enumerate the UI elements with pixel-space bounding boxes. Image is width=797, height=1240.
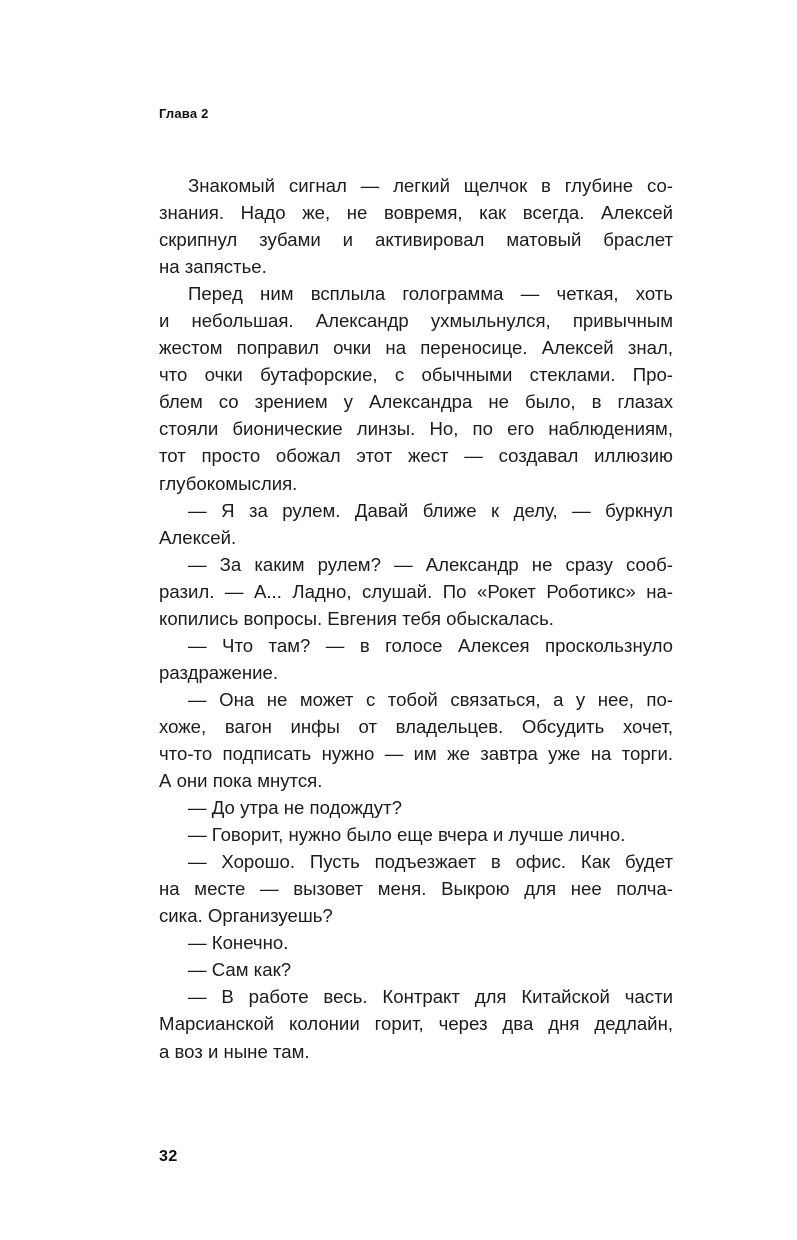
text-line: глубокомыслия.: [159, 472, 298, 494]
text-line: жестом поправил очки на переносице. Алексей знал,: [159, 337, 673, 359]
paragraph: [159, 929, 673, 956]
paragraph: [159, 280, 673, 496]
text-line: тот просто обожал этот жест — создавал иллюзию: [159, 445, 673, 467]
text-line: что очки бутафорские, с обычными стеклами. Про-: [159, 364, 673, 386]
text-line: — Я за рулем. Давай ближе к делу, — буркнул: [188, 499, 673, 521]
text-line: разил. — А... Ладно, слушай. По «Рокет Роботикс» на-: [159, 580, 673, 602]
paragraph: [159, 956, 673, 983]
text-line: — Хорошо. Пусть подъезжает в офис. Как будет: [188, 851, 673, 873]
text-line: — За каким рулем? — Александр не сразу сооб-: [188, 553, 673, 575]
text-line: раздражение.: [159, 661, 279, 683]
page-number: 32: [159, 1148, 178, 1165]
text-line: на запястье.: [159, 256, 267, 278]
text-line: хоже, вагон инфы от владельцев. Обсудить хочет,: [159, 715, 673, 737]
text-line: Алексей.: [159, 526, 237, 548]
paragraph: [159, 983, 673, 1064]
paragraph: [159, 497, 673, 551]
text-line: блем со зрением у Александра не было, в глазах: [159, 391, 673, 413]
text-line: стояли бионические линзы. Но, по его наблюдениям,: [159, 418, 673, 440]
text-line: Марсианской колонии горит, через два дня дедлайн,: [159, 1013, 673, 1035]
body-text: [159, 172, 673, 1065]
text-line: что-то подписать нужно — им же завтра уже на торги.: [159, 742, 673, 764]
paragraph: [159, 821, 673, 848]
paragraph: [159, 794, 673, 821]
text-line: — В работе весь. Контракт для Китайской части: [188, 986, 673, 1008]
paragraph: [159, 848, 673, 929]
text-line: сика. Организуешь?: [159, 905, 333, 927]
text-line: Знакомый сигнал — легкий щелчок в глубине со-: [188, 175, 673, 196]
text-line: а воз и ныне там.: [159, 1040, 310, 1062]
paragraph: [159, 686, 673, 794]
text-line: копились вопросы. Евгения тебя обыскалась.: [159, 607, 554, 629]
text-line: — До утра не подождут?: [188, 797, 402, 819]
text-line: А они пока мнутся.: [159, 770, 323, 792]
text-line: — Конечно.: [188, 932, 289, 954]
text-line: — Она не может с тобой связаться, а у нее, по-: [188, 688, 673, 710]
text-line: и небольшая. Александр ухмыльнулся, привычным: [159, 310, 673, 332]
text-line: скрипнул зубами и активировал матовый браслет: [159, 229, 673, 251]
paragraph: [159, 172, 673, 280]
paragraph: [159, 551, 673, 632]
text-line: — Что там? — в голосе Алексея проскользнуло: [188, 634, 673, 656]
text-line: на месте — вызовет меня. Выкрою для нее полча-: [159, 878, 673, 900]
text-line: знания. Надо же, не вовремя, как всегда. Алексей: [159, 202, 673, 224]
text-line: — Говорит, нужно было еще вчера и лучше лично.: [188, 824, 626, 846]
text-line: Перед ним всплыла голограмма — четкая, хоть: [188, 283, 673, 305]
text-line: — Сам как?: [188, 959, 292, 981]
paragraph: [159, 632, 673, 686]
running-head: Глава 2: [159, 106, 209, 121]
